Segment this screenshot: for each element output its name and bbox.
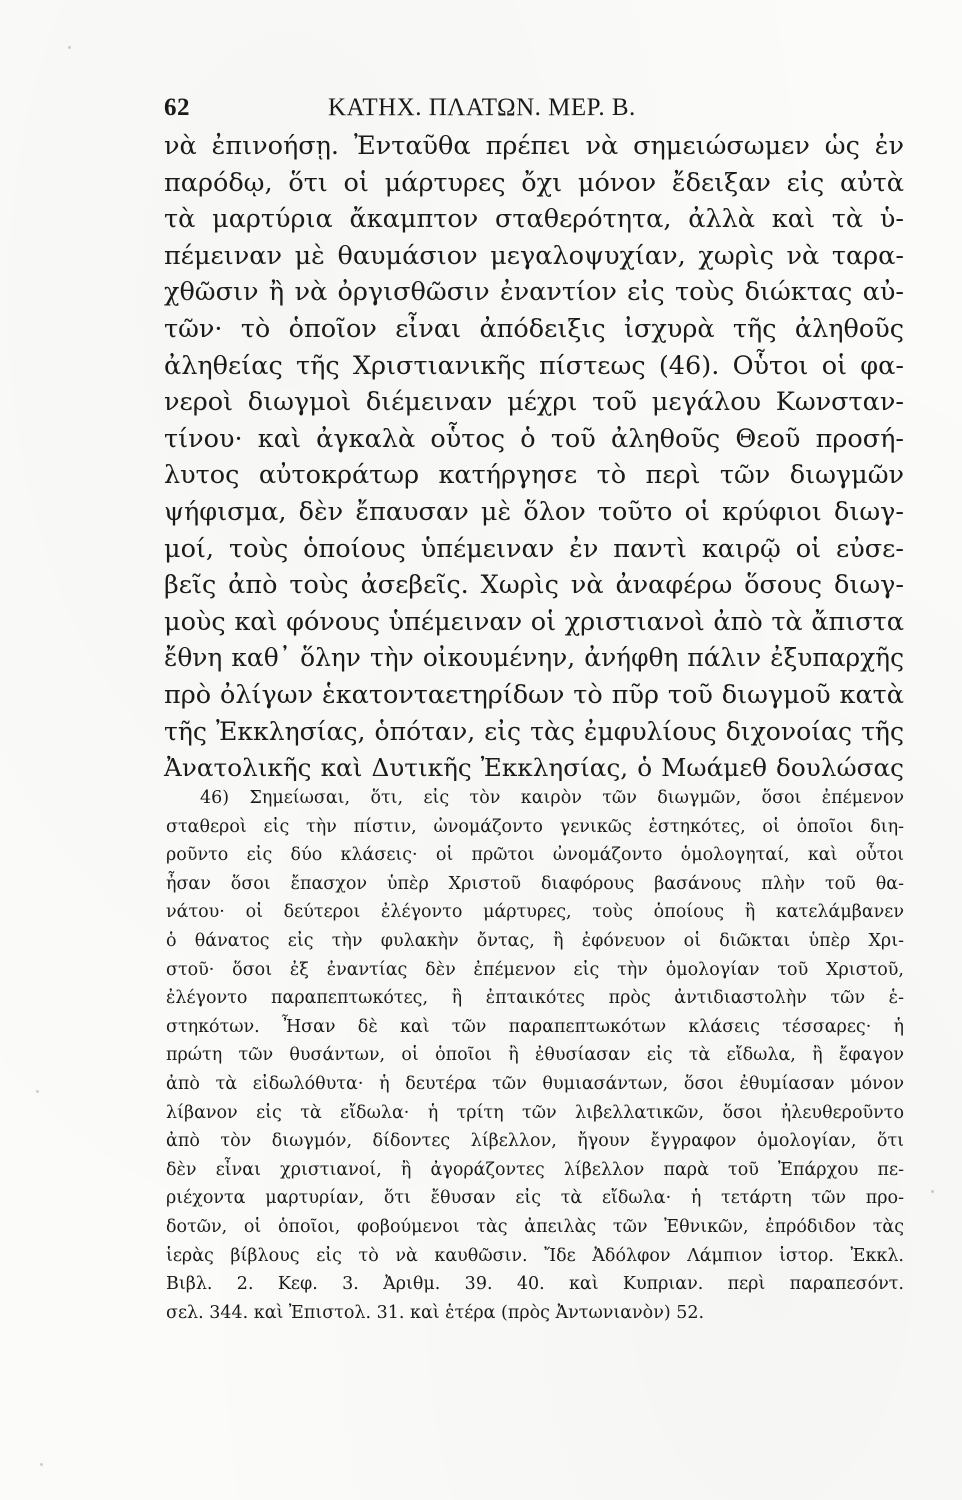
main-text bbox=[164, 128, 904, 787]
running-head: ΚΑΤΗΧ. ΠΛΑΤΩΝ. ΜΕΡ. Β. bbox=[328, 94, 636, 121]
footnote-line: λίβανον εἰς τὰ εἴδωλα· ἡ τρίτη τῶν λιβελλατικῶν, ὅσοι ἠλευθεροῦντο bbox=[166, 1102, 904, 1123]
footnote-line: νάτου· οἱ δεύτεροι ἐλέγοντο μάρτυρες, τοὺς ὁποίους ἢ κατελάμβανεν bbox=[166, 902, 904, 923]
footnote-line: πρώτη τῶν θυσάντων, οἱ ὁποῖοι ἢ ἐθυσίασαν εἰς τὰ εἴδωλα, ἢ ἔφαγον bbox=[166, 1045, 904, 1066]
text-line: τὰ μαρτύρια ἄκαμπτον σταθερότητα, ἀλλὰ καὶ τὰ ὑ- bbox=[164, 204, 904, 235]
footnote-line: στοῦ· ὅσοι ἐξ ἐναντίας δὲν ἐπέμενον εἰς τὴν ὁμολογίαν τοῦ Χριστοῦ, bbox=[166, 959, 904, 980]
paper-speck bbox=[36, 1090, 39, 1093]
footnote-line: ἐλέγοντο παραπεπτωκότες, ἢ ἐπταικότες πρὸς ἀντιδιαστολὴν τῶν ἑ- bbox=[166, 988, 904, 1009]
footnote-line: στηκότων. Ἦσαν δὲ καὶ τῶν παραπεπτωκότων κλάσεις τέσσαρες· ἡ bbox=[166, 1016, 904, 1037]
text-line: πρὸ ὀλίγων ἑκατονταετηρίδων τὸ πῦρ τοῦ διωγμοῦ κατὰ bbox=[164, 679, 904, 710]
text-line: χθῶσιν ἢ νὰ ὀργισθῶσιν ἐναντίον εἰς τοὺς διώκτας αὐ- bbox=[164, 277, 904, 308]
text-line: παρόδῳ, ὅτι οἱ μάρτυρες ὄχι μόνον ἔδειξαν εἰς αὐτὰ bbox=[164, 167, 904, 198]
footnote-line: ριέχοντα μαρτυρίαν, ὅτι ἔθυσαν εἰς τὰ εἴδωλα· ἡ τετάρτη τῶν προ- bbox=[166, 1188, 904, 1209]
text-line: τῆς Ἐκκλησίας, ὁπόταν, εἰς τὰς ἐμφυλίους διχονοίας τῆς bbox=[164, 716, 904, 746]
footnote-line: σταθεροὶ εἰς τὴν πίστιν, ὠνομάζοντο γενικῶς ἑστηκότες, οἱ ὁποῖοι διη- bbox=[166, 816, 904, 837]
text-line: μοί, τοὺς ὁποίους ὑπέμειναν ἐν παντὶ καιρῷ οἱ εὐσε- bbox=[164, 533, 904, 564]
paper-speck bbox=[931, 1190, 934, 1193]
text-line: τίνου· καὶ ἀγκαλὰ οὗτος ὁ τοῦ ἀληθοῦς Θεοῦ προσή- bbox=[164, 423, 904, 454]
paper-speck bbox=[40, 1463, 43, 1466]
text-line: τῶν· τὸ ὁποῖον εἶναι ἀπόδειξις ἰσχυρὰ τῆς ἀληθοῦς bbox=[164, 313, 904, 344]
text-line: μοὺς καὶ φόνους ὑπέμειναν οἱ χριστιανοὶ ἀπὸ τὰ ἄπιστα bbox=[164, 606, 904, 637]
page-number: 62 bbox=[164, 94, 190, 121]
text-line: λυτος αὐτοκράτωρ κατήργησε τὸ περὶ τῶν διωγμῶν bbox=[164, 460, 904, 491]
text-line: νὰ ἐπινοήσῃ. Ἐνταῦθα πρέπει νὰ σημειώσωμεν ὡς ἐν bbox=[164, 131, 904, 161]
footnote-line: ροῦντο εἰς δύο κλάσεις· οἱ πρῶτοι ὠνομάζοντο ὁμολογηταί, καὶ οὗτοι bbox=[166, 845, 904, 866]
footnote-line: ἀπὸ τὸν διωγμόν, δίδοντες λίβελλον, ἤγουν ἔγγραφον ὁμολογίαν, ὅτι bbox=[166, 1131, 904, 1152]
text-line: βεῖς ἀπὸ τοὺς ἀσεβεῖς. Χωρὶς νὰ ἀναφέρω ὅσους διωγ- bbox=[164, 570, 904, 601]
text-line: Ἀνατολικῆς καὶ Δυτικῆς Ἐκκλησίας, ὁ Μωάμεθ δουλώσας bbox=[164, 753, 904, 783]
paper-speck bbox=[68, 46, 71, 49]
footnote-line: Βιβλ. 2. Κεφ. 3. Ἀριθμ. 39. 40. καὶ Κυπριαν. περὶ παραπεσόντ. bbox=[166, 1274, 904, 1295]
footnote-line: ἱερὰς βίβλους εἰς τὸ νὰ καυθῶσιν. Ἴδε Ἀδόλφον Λάμπιον ἱστορ. Ἐκκλ. bbox=[166, 1245, 904, 1266]
text-line: πέμειναν μὲ θαυμάσιον μεγαλοψυχίαν, χωρὶς νὰ ταρα- bbox=[164, 240, 904, 271]
footnote-line: δὲν εἶναι χριστιανοί, ἢ ἀγοράζοντες λίβελλον παρὰ τοῦ Ἐπάρχου πε- bbox=[166, 1159, 904, 1180]
text-line: νεροὶ διωγμοὶ διέμειναν μέχρι τοῦ μεγάλου Κωνσταν- bbox=[164, 387, 904, 418]
text-line: ἔθνη καθ᾽ ὅλην τὴν οἰκουμένην, ἀνήφθη πάλιν ἐξυπαρχῆς bbox=[164, 643, 904, 673]
footnote-line: ὁ θάνατος εἰς τὴν φυλακὴν ὄντας, ἢ ἐφόνευον οἱ διῶκται ὑπὲρ Χρι- bbox=[166, 930, 904, 951]
footnote-line: ἀπὸ τὰ εἰδωλόθυτα· ἡ δευτέρα τῶν θυμιασάντων, ὅσοι ἐθυμίασαν μόνον bbox=[166, 1073, 904, 1094]
page-header bbox=[164, 94, 724, 130]
footnote-line: δοτῶν, οἱ ὁποῖοι, φοβούμενοι τὰς ἀπειλὰς τῶν Ἐθνικῶν, ἐπρόδιδον τὰς bbox=[166, 1216, 904, 1237]
footnote-line: σελ. 344. καὶ Ἐπιστολ. 31. καὶ ἑτέρα (πρὸς Ἀντωνιανὸν) 52. bbox=[166, 1302, 705, 1323]
footnote-line: 46) Σημείωσαι, ὅτι, εἰς τὸν καιρὸν τῶν διωγμῶν, ὅσοι ἐπέμενον bbox=[200, 788, 904, 808]
text-line: ἀληθείας τῆς Χριστιανικῆς πίστεως (46). Οὗτοι οἱ φα- bbox=[164, 350, 904, 381]
footnote-line: ἦσαν ὅσοι ἔπασχον ὑπὲρ Χριστοῦ διαφόρους βασάνους πλὴν τοῦ θα- bbox=[166, 873, 904, 894]
footnote-block bbox=[166, 784, 904, 1327]
text-line: ψήφισμα, δὲν ἔπαυσαν μὲ ὅλον τοῦτο οἱ κρύφιοι διωγ- bbox=[164, 496, 904, 527]
